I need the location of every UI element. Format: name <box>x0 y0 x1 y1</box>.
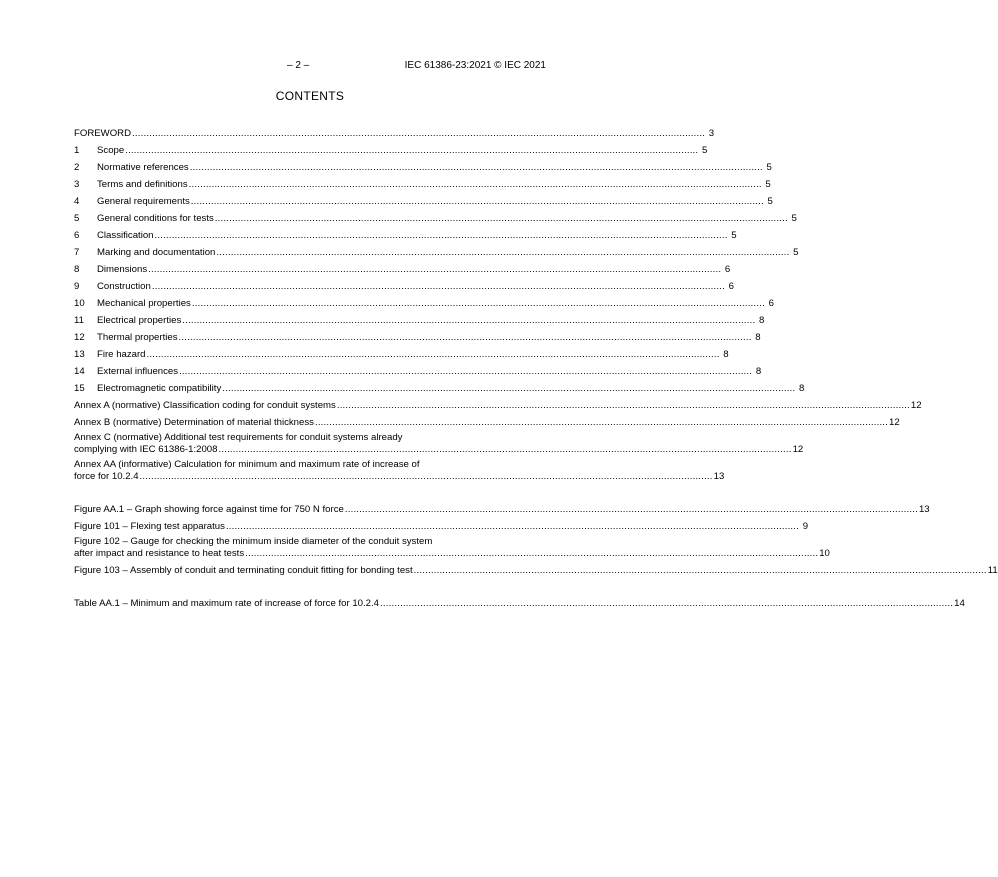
toc-entry-label: Annex C (normative) Additional test requirements for conduit systems already <box>74 432 403 443</box>
page-number: – 2 – <box>287 60 310 71</box>
toc-entry-label: Figure 101 – Flexing test apparatus <box>74 521 225 532</box>
toc-entry-page: 5 <box>767 196 773 207</box>
dot-leader: ........................................................................................................................................................................................................ <box>218 444 792 455</box>
dot-leader: ........................................................................................................................................................................................................ <box>151 281 725 292</box>
standard-reference: IEC 61386-23:2021 © IEC 2021 <box>404 60 546 71</box>
toc-entry-label: Electrical properties <box>97 315 182 326</box>
toc-entry-page: 8 <box>759 315 765 326</box>
dot-leader: ........................................................................................................................................................................................................ <box>190 196 764 207</box>
toc-entry-foreword[interactable] <box>74 123 715 140</box>
section-gap <box>74 577 546 593</box>
dot-leader: ........................................................................................................................................................................................................ <box>214 213 788 224</box>
toc-entry-number: 7 <box>74 247 80 258</box>
toc-entry-clause[interactable] <box>74 276 734 293</box>
toc-entry-number: 8 <box>74 264 80 275</box>
toc-entry-number: 6 <box>74 230 80 241</box>
toc-entry-page: 6 <box>724 264 731 275</box>
toc-entry-number: 2 <box>74 162 80 173</box>
dot-leader: ........................................................................................................................................................................................................ <box>188 179 762 190</box>
dot-leader: ........................................................................................................................................................................................................ <box>154 230 728 241</box>
toc-entry-clause[interactable] <box>74 174 771 191</box>
toc-entry-label: Mechanical properties <box>97 298 191 309</box>
toc-entry-label: Dimensions <box>97 264 148 275</box>
dot-leader: ........................................................................................................................................................................................................ <box>125 145 699 156</box>
toc-entry-clause[interactable] <box>74 259 731 276</box>
toc-entry-label: Annex AA (informative) Calculation for minimum and maximum rate of increase of <box>74 459 420 470</box>
toc-entry-page: 12 <box>910 400 922 411</box>
toc-entry-page: 10 <box>819 548 830 559</box>
annex-list <box>74 395 922 483</box>
toc-entry-page: 6 <box>728 281 734 292</box>
toc-entry-number: 13 <box>74 349 85 360</box>
section-gap <box>74 483 546 499</box>
dot-leader: ........................................................................................................................................................................................................ <box>222 383 796 394</box>
toc-entry-label: General requirements <box>97 196 190 207</box>
toc-entry-clause[interactable] <box>74 378 805 395</box>
toc-entry-clause[interactable] <box>74 225 737 242</box>
toc-entry-label: Figure 103 – Assembly of conduit and terminating conduit fitting for bonding test <box>74 565 413 576</box>
toc-entry-page: 5 <box>701 145 708 156</box>
toc-entry-label: Table AA.1 – Minimum and maximum rate of increase of force for 10.2.4 <box>74 598 380 609</box>
toc-entry-label-cont: after impact and resistance to heat tests <box>74 548 245 559</box>
toc-entry-page: 5 <box>765 179 771 190</box>
toc-entry-label: Figure AA.1 – Graph showing force against time for 750 N force <box>74 504 344 515</box>
toc-entry-label: Terms and definitions <box>97 179 188 190</box>
dot-leader: ........................................................................................................................................................................................................ <box>179 366 753 377</box>
toc-entry-page: 11 <box>987 565 998 576</box>
dot-leader: ........................................................................................................................................................................................................ <box>148 264 722 275</box>
toc-entry-label: Scope <box>97 145 125 156</box>
toc-entry-continuation <box>74 548 830 560</box>
toc-entry-label: Construction <box>97 281 151 292</box>
toc-entry-clause[interactable] <box>74 157 772 174</box>
toc-entry-clause[interactable] <box>74 242 799 259</box>
toc-entry-label-cont: complying with IEC 61386-1:2008 <box>74 444 218 455</box>
dot-leader: ........................................................................................................................................................................................................ <box>225 521 800 532</box>
dot-leader: ........................................................................................................................................................................................................ <box>380 598 954 609</box>
toc-entry-page: 9 <box>802 521 809 532</box>
toc-entry-page: 8 <box>723 349 729 360</box>
dot-leader: ........................................................................................................................................................................................................ <box>178 332 752 343</box>
toc-entry-figure[interactable] <box>74 533 830 560</box>
toc-entry-table[interactable] <box>74 593 965 610</box>
toc-entry-annex[interactable] <box>74 412 900 429</box>
toc-entry-label: Annex B (normative) Determination of material thickness <box>74 417 314 428</box>
toc-entry-number: 10 <box>74 298 85 309</box>
toc-entry-label: FOREWORD <box>74 128 132 139</box>
toc-entry-number: 14 <box>74 366 85 377</box>
toc-entry-clause[interactable] <box>74 293 774 310</box>
dot-leader: ........................................................................................................................................................................................................ <box>216 247 790 258</box>
dot-leader: ........................................................................................................................................................................................................ <box>336 400 910 411</box>
toc-entry-page: 13 <box>713 471 725 482</box>
dot-leader: ........................................................................................................................................................................................................ <box>314 417 889 428</box>
toc-entry-number: 1 <box>74 145 80 156</box>
toc-entry-page: 6 <box>768 298 774 309</box>
toc-entry-label: External influences <box>97 366 179 377</box>
toc-entry-continuation <box>74 471 725 483</box>
toc-entry-clause[interactable] <box>74 310 765 327</box>
toc-entry-label: Marking and documentation <box>97 247 216 258</box>
toc-entry-label: Normative references <box>97 162 189 173</box>
toc-entry-page: 12 <box>792 444 804 455</box>
toc-entry-label: Thermal properties <box>97 332 178 343</box>
toc-entry-figure[interactable] <box>74 499 930 516</box>
toc-entry-continuation <box>74 444 804 456</box>
toc-entry-label: Fire hazard <box>97 349 146 360</box>
toc-entry-label: General conditions for tests <box>97 213 214 224</box>
toc-entry-figure[interactable] <box>74 560 998 577</box>
toc-entry-page: 5 <box>731 230 737 241</box>
toc-entry-page: 5 <box>791 213 797 224</box>
dot-leader: ........................................................................................................................................................................................................ <box>139 471 713 482</box>
dot-leader: ........................................................................................................................................................................................................ <box>413 565 987 576</box>
toc-entry-page: 8 <box>799 383 805 394</box>
toc-entry-page: 8 <box>755 366 762 377</box>
figure-list <box>74 499 998 577</box>
toc-entry-clause[interactable] <box>74 327 761 344</box>
toc-entry-number: 15 <box>74 383 85 394</box>
dot-leader: ........................................................................................................................................................................................................ <box>344 504 918 515</box>
toc-entry-figure[interactable] <box>74 516 809 533</box>
toc-entry-number: 9 <box>74 281 80 292</box>
toc-entry-number: 12 <box>74 332 85 343</box>
toc-entry-annex[interactable] <box>74 429 804 456</box>
toc-entry-number: 4 <box>74 196 80 207</box>
toc-entry-number: 5 <box>74 213 80 224</box>
toc-entry-page: 13 <box>918 504 930 515</box>
dot-leader: ........................................................................................................................................................................................................ <box>146 349 720 360</box>
clause-list <box>74 140 805 395</box>
toc-entry-annex[interactable] <box>74 456 725 483</box>
toc-entry-annex[interactable] <box>74 395 922 412</box>
toc-entry-clause[interactable] <box>74 361 762 378</box>
toc-entry-number: 3 <box>74 179 80 190</box>
toc-entry-page: 12 <box>889 417 900 428</box>
dot-leader: ........................................................................................................................................................................................................ <box>189 162 763 173</box>
page-title: CONTENTS <box>275 89 345 103</box>
toc-entry-label: Annex A (normative) Classification coding for conduit systems <box>74 400 336 411</box>
toc-entry-label-cont: force for 10.2.4 <box>74 471 139 482</box>
toc-entry-clause[interactable] <box>74 208 797 225</box>
dot-leader: ........................................................................................................................................................................................................ <box>245 548 819 559</box>
toc-entry-page: 3 <box>708 128 715 139</box>
toc-entry-page: 8 <box>755 332 761 343</box>
dot-leader: ........................................................................................................................................................................................................ <box>182 315 756 326</box>
toc-entry-label: Classification <box>97 230 154 241</box>
toc-entry-page: 5 <box>793 247 799 258</box>
toc-entry-label: Electromagnetic compatibility <box>97 383 222 394</box>
toc-entry-label: Figure 102 – Gauge for checking the minimum inside diameter of the conduit system <box>74 536 433 547</box>
toc-entry-page: 5 <box>766 162 772 173</box>
toc-entry-clause[interactable] <box>74 191 773 208</box>
dot-leader: ........................................................................................................................................................................................................ <box>191 298 765 309</box>
page-header <box>0 60 620 74</box>
toc-entry-clause[interactable] <box>74 140 708 157</box>
table-list <box>74 593 965 610</box>
toc-entry-clause[interactable] <box>74 344 729 361</box>
dot-leader: ........................................................................................................................................................................................................ <box>132 128 706 139</box>
table-of-contents <box>74 123 998 610</box>
toc-entry-number: 11 <box>74 315 84 326</box>
toc-entry-page: 14 <box>954 598 965 609</box>
